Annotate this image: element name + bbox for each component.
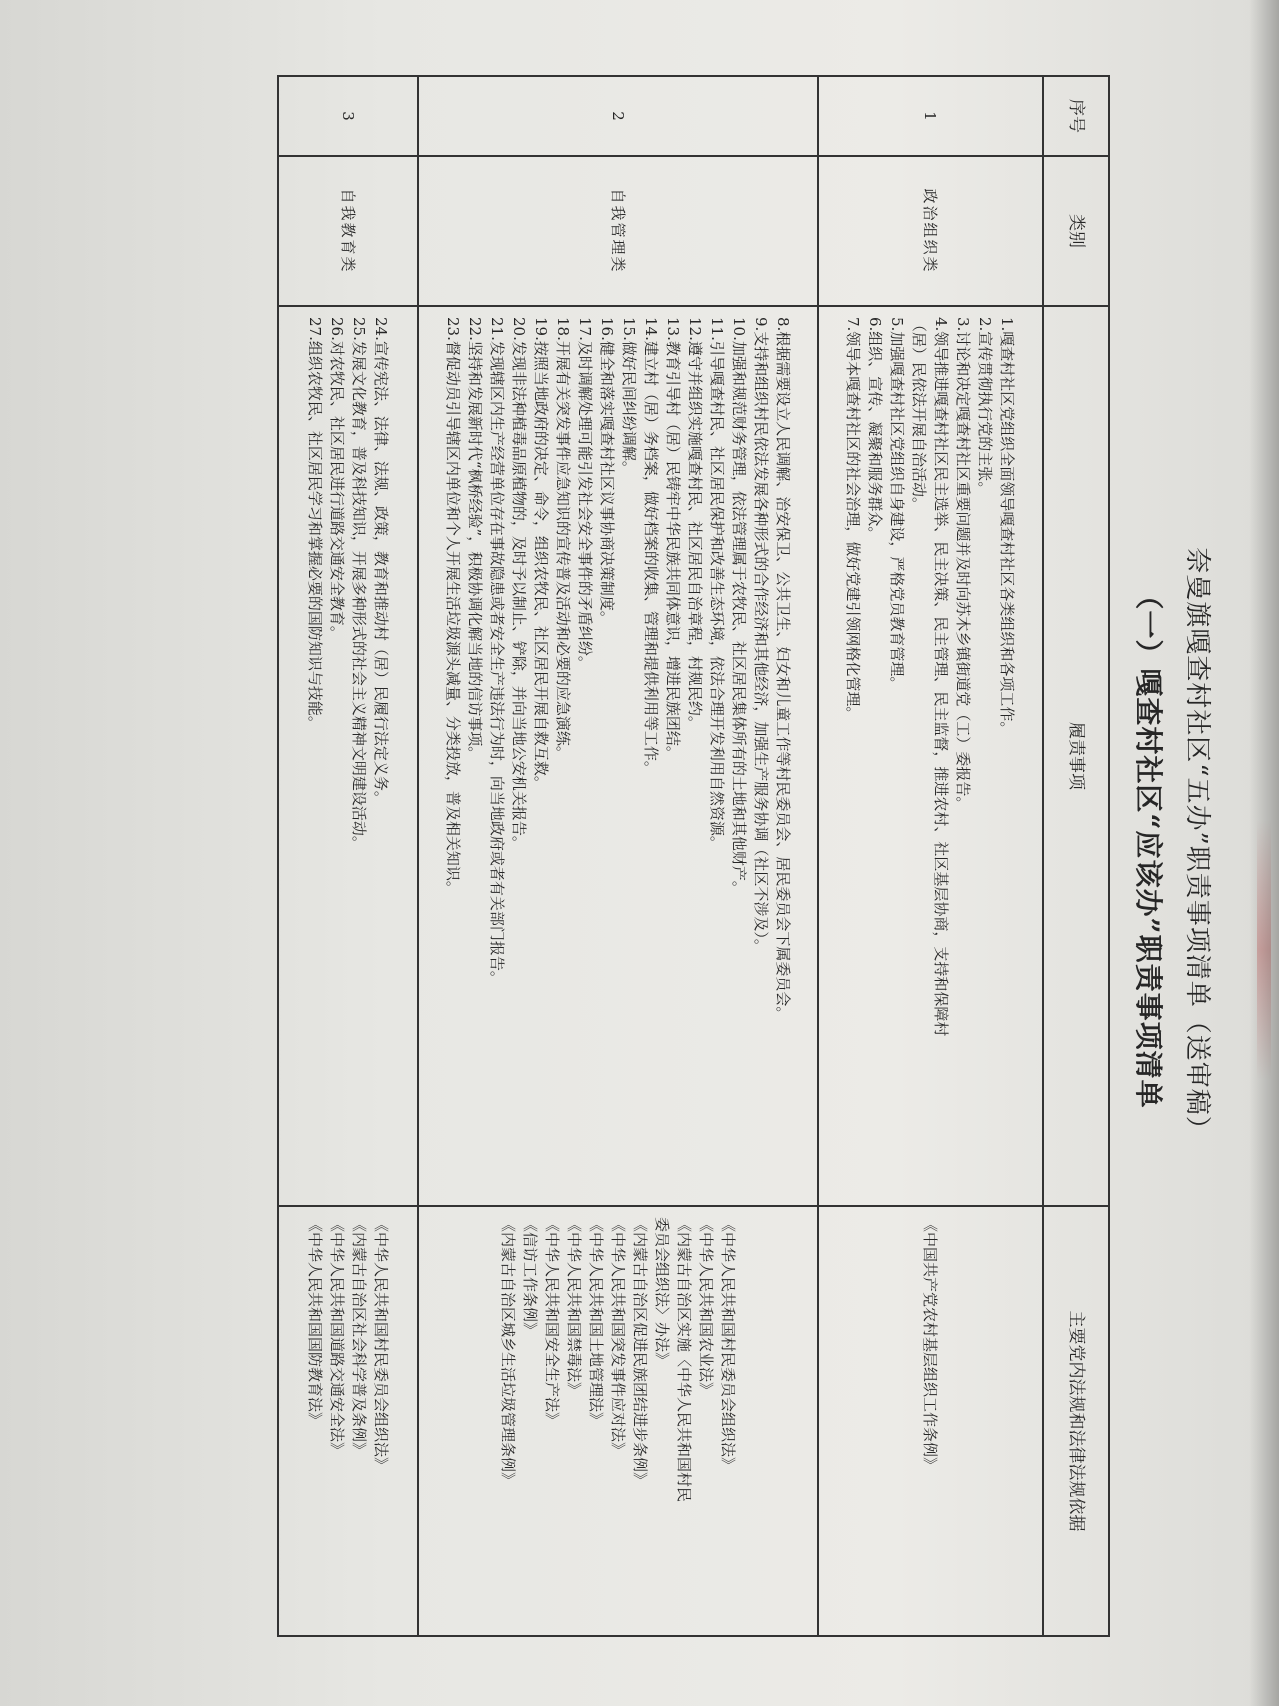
row-duties xyxy=(278,306,418,1206)
duty-item: 22.坚持和发展新时代“枫桥经验”，积极协调化解当地的信访事项。 xyxy=(466,317,484,762)
duty-item: 6.组织、宣传、凝聚和服务群众。 xyxy=(866,317,885,542)
basis-item: 《中华人民共和国农业法》 xyxy=(697,1217,715,1398)
duty-item: 14.建立村（居）务档案，做好档案的收集、管理和提供利用等工作。 xyxy=(642,317,660,776)
row-category: 自我教育类 xyxy=(278,156,418,306)
basis-item: 《中华人民共和国土地管理法》 xyxy=(587,1217,605,1428)
document-page xyxy=(130,35,1240,1655)
basis-item: 《中华人民共和国村民委员会组织法》 xyxy=(719,1217,737,1473)
basis-item: 《中华人民共和国安全生产法》 xyxy=(543,1217,561,1428)
row-duties xyxy=(418,306,818,1206)
header-duties: 履责事项 xyxy=(1043,306,1109,1206)
basis-item: 《内蒙古自治区促进民族团结进步条例》 xyxy=(631,1217,649,1488)
duty-item: 27.组织农牧民、社区居民学习和掌握必要的国防知识与技能。 xyxy=(306,317,324,731)
duty-item: （居）民依法开展自治活动。 xyxy=(910,317,929,513)
section-title: （一）嘎查村社区“应该办”职责事项清单 xyxy=(1132,581,1165,1109)
duty-item: 9.支持和组织村民依法发展各种形式的合作经济和其他经济，加强生产服务协调（社区不涉及）。 xyxy=(752,317,770,954)
duty-item: 7.领导本嘎查村社区的社会治理，做好党建引领网格化管理。 xyxy=(844,317,863,722)
basis-item: 《信访工作条例》 xyxy=(521,1217,539,1338)
basis-item: 《中华人民共和国道路交通安全法》 xyxy=(328,1217,346,1458)
header-num: 序号 xyxy=(1043,76,1109,156)
duty-item: 5.加强嘎查村社区党组织自身建设，严格党员教育管理。 xyxy=(888,317,907,692)
basis-item: 《中华人民共和国禁毒法》 xyxy=(565,1217,583,1398)
duty-item: 1.嘎查村社区党组织全面领导嘎查村社区各类组织和各项工作。 xyxy=(998,317,1017,737)
document-title: 奈曼旗嘎查村社区“五办”职责事项清单（送审稿） xyxy=(1182,547,1212,1143)
duty-item: 23.督促动员引导辖区内单位和个人开展生活垃圾源头减量、分类投放，普及相关知识。 xyxy=(444,317,462,896)
basis-item: 《内蒙古自治区社会科学普及条例》 xyxy=(350,1217,368,1458)
basis-item: 《中国共产党农村基层组织工作条例》 xyxy=(921,1217,940,1473)
basis-item: 《中华人民共和国村民委员会组织法》 xyxy=(372,1217,390,1473)
duty-item: 3.讨论和决定嘎查村社区重要问题并及时向苏木乡镇街道党（工）委报告。 xyxy=(954,317,973,812)
row-category: 自我管理类 xyxy=(418,156,818,306)
table-row xyxy=(278,76,418,1636)
duty-item: 21.发现辖区内生产经营单位存在事故隐患或者安全生产违法行为时，向当地政府或者有关部门报告。 xyxy=(488,317,506,986)
duty-item: 11.引导嘎查村民、社区居民保护和改善生态环境，依法合理开发利用自然资源。 xyxy=(708,317,726,851)
duty-item: 16.健全和落实嘎查村社区议事协商决策制度。 xyxy=(598,317,616,626)
duty-item: 17.及时调解处理可能引发社会安全事件的矛盾纠纷。 xyxy=(576,317,594,671)
duty-item: 4.领导推进嘎查村社区民主选举、民主决策、民主管理、民主监督，推进农村、社区基层协商，支持和保障村 xyxy=(932,317,951,1037)
table-header-row xyxy=(1043,76,1109,1636)
row-basis xyxy=(278,1206,418,1636)
duty-item: 18.开展有关突发事件应急知识的宣传普及活动和必要的应急演练。 xyxy=(554,317,572,761)
basis-item: 《中华人民共和国国防教育法》 xyxy=(306,1217,324,1428)
duty-item: 10.加强和规范财务管理，依法管理属于农牧民、社区居民集体所有的土地和其他财产。 xyxy=(730,317,748,896)
duty-item: 15.做好民间纠纷调解。 xyxy=(620,317,638,476)
header-category: 类别 xyxy=(1043,156,1109,306)
row-duties xyxy=(818,306,1043,1206)
duty-item: 25.发展文化教育，普及科技知识，开展多种形式的社会主义精神文明建设活动。 xyxy=(350,317,368,851)
duty-item: 12.遵守并组织实施嘎查村民、社区居民自治章程，村规民约。 xyxy=(686,317,704,731)
table-row xyxy=(818,76,1043,1636)
duty-item: 19.按照当地政府的决定、命令，组织农牧民、社区居民开展自救互救。 xyxy=(532,317,550,791)
duty-item: 26.对农牧民、社区居民进行道路交通安全教育。 xyxy=(328,317,346,641)
header-basis: 主要党内法规和法律法规依据 xyxy=(1043,1206,1109,1636)
duty-item: 20.发现非法种植毒品原植物的，及时予以制止、铲除，并向当地公安机关报告。 xyxy=(510,317,528,851)
duty-item: 24.宣传宪法、法律、法规、政策，教育和推动村（居）民履行法定义务。 xyxy=(372,317,390,806)
row-num: 2 xyxy=(418,76,818,156)
row-basis xyxy=(418,1206,818,1636)
row-num: 3 xyxy=(278,76,418,156)
row-num: 1 xyxy=(818,76,1043,156)
row-category: 政治组织类 xyxy=(818,156,1043,306)
duty-item: 13.教育引导村（居）民铸牢中华民族共同体意识，增进民族团结。 xyxy=(664,317,682,761)
duty-item: 2.宣传贯彻执行党的主张。 xyxy=(976,317,995,497)
paper-shadow-edge xyxy=(1249,0,1279,1706)
duties-table xyxy=(277,75,1110,1637)
duty-item: 8.根据需要设立人民调解、治安保卫、公共卫生、妇女和儿童工作等村民委员会、居民委员会下属委员会。 xyxy=(774,317,792,1022)
basis-item: 委员会组织法〉办法》 xyxy=(653,1217,671,1368)
basis-item: 《中华人民共和国突发事件应对法》 xyxy=(609,1217,627,1458)
basis-item: 《内蒙古自治区城乡生活垃圾管理条例》 xyxy=(499,1217,517,1488)
basis-item: 《内蒙古自治区实施〈中华人民共和国村民 xyxy=(675,1217,693,1503)
row-basis xyxy=(818,1206,1043,1636)
table-row xyxy=(418,76,818,1636)
